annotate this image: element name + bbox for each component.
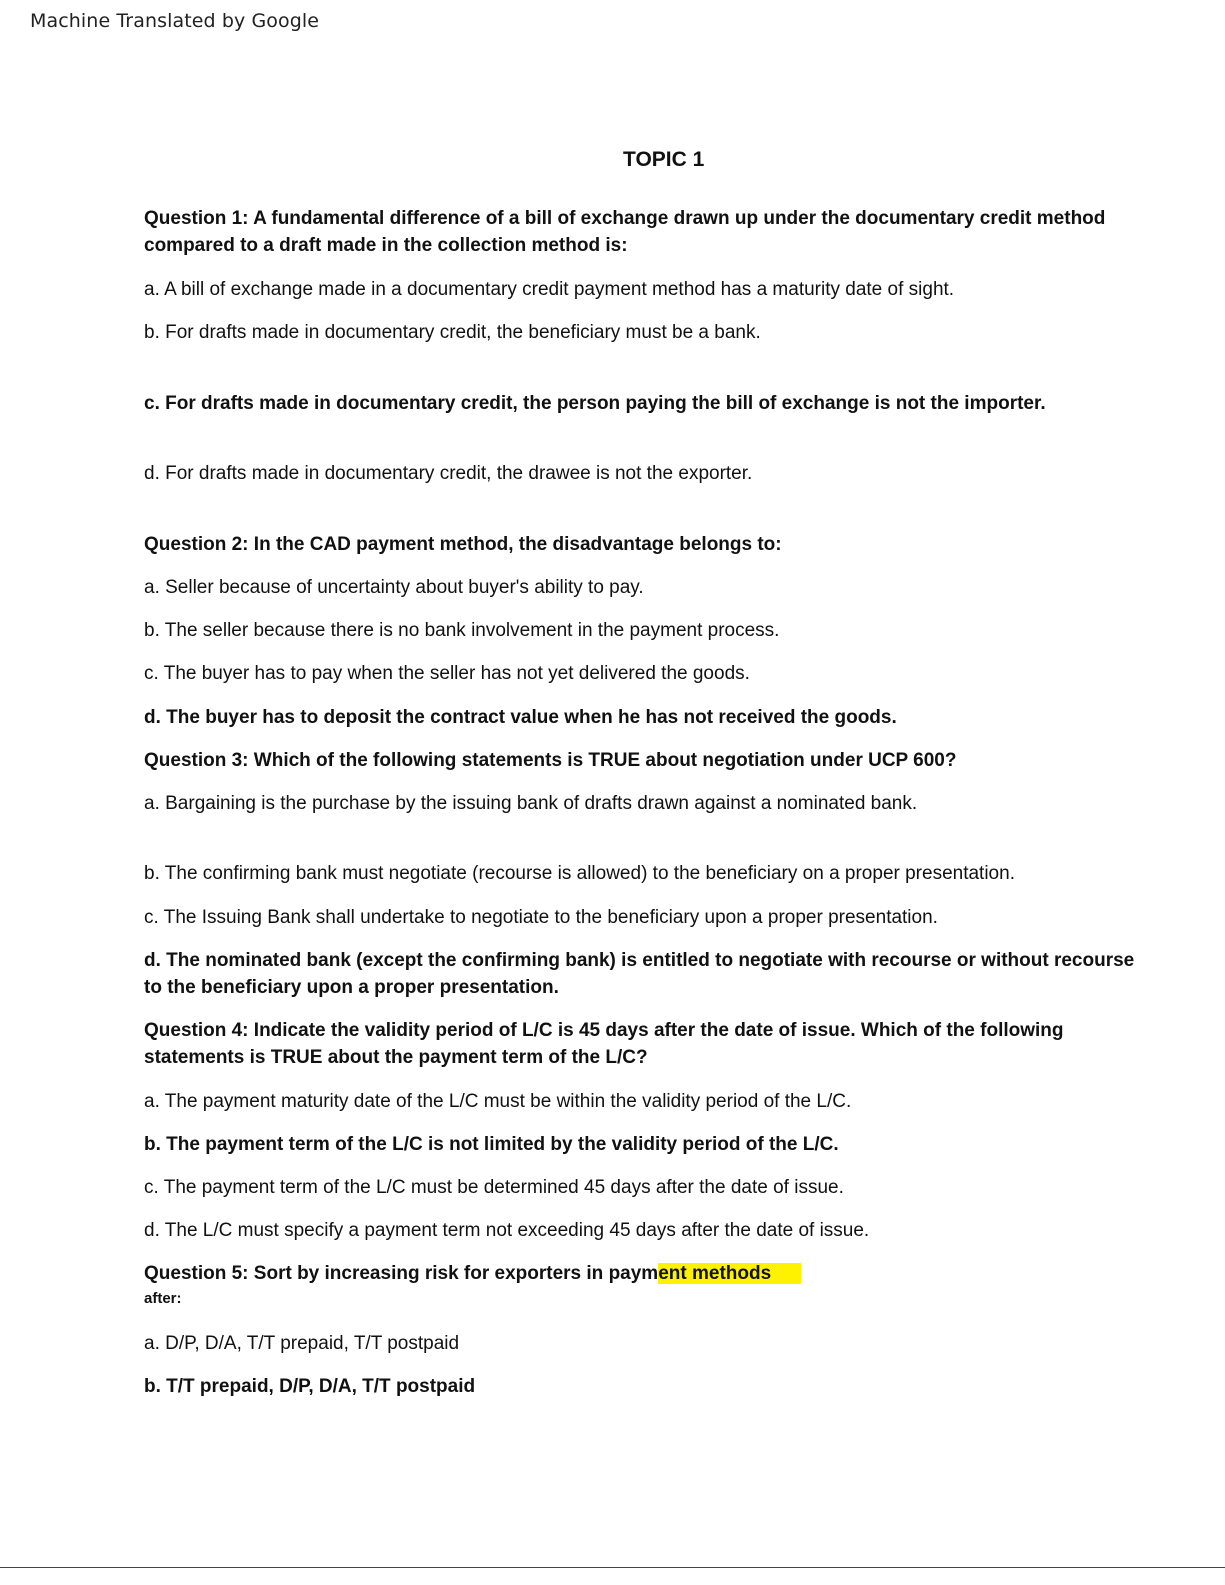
question-3-option-b: b. The confirming bank must negotiate (recourse is allowed) to the beneficiary on a proper presentation. bbox=[144, 863, 1015, 884]
question-2-option-d-answer: d. The buyer has to deposit the contract value when he has not received the goods. bbox=[144, 707, 897, 728]
topic-heading: TOPIC 1 bbox=[623, 148, 705, 171]
question-3-option-c: c. The Issuing Bank shall undertake to negotiate to the beneficiary upon a proper presentation. bbox=[144, 907, 938, 928]
question-2-option-c: c. The buyer has to pay when the seller has not yet delivered the goods. bbox=[144, 663, 750, 684]
question-3-option-a: a. Bargaining is the purchase by the issuing bank of drafts drawn against a nominated bank. bbox=[144, 793, 918, 814]
question-5-option-a: a. D/P, D/A, T/T prepaid, T/T postpaid bbox=[144, 1333, 460, 1354]
question-5-text-start: Question 5: Sort by increasing risk for exporters in paym bbox=[144, 1263, 659, 1284]
question-3-option-d-answer-line-2: to the beneficiary upon a proper presentation. bbox=[144, 977, 559, 998]
question-1-text-line-2: compared to a draft made in the collection method is: bbox=[144, 235, 628, 256]
highlighted-text: ent methods bbox=[658, 1263, 801, 1284]
question-3-text: Question 3: Which of the following statements is TRUE about negotiation under UCP 600? bbox=[144, 750, 957, 771]
question-4-text-line-1: Question 4: Indicate the validity period of L/C is 45 days after the date of issue. Which of the following bbox=[144, 1020, 1064, 1041]
question-1-text-line-1: Question 1: A fundamental difference of a bill of exchange drawn up under the documentary credit method bbox=[144, 208, 1106, 229]
question-5-text-line-1 bbox=[144, 1260, 801, 1287]
question-2-option-a: a. Seller because of uncertainty about buyer's ability to pay. bbox=[144, 577, 644, 598]
question-1-option-c-answer: c. For drafts made in documentary credit, the person paying the bill of exchange is not the importer. bbox=[144, 393, 1046, 414]
question-4-option-d: d. The L/C must specify a payment term not exceeding 45 days after the date of issue. bbox=[144, 1220, 870, 1241]
page-bottom-divider bbox=[0, 1567, 1225, 1568]
question-1-option-d: d. For drafts made in documentary credit, the drawee is not the exporter. bbox=[144, 463, 753, 484]
question-4-option-c: c. The payment term of the L/C must be determined 45 days after the date of issue. bbox=[144, 1177, 844, 1198]
question-2-text: Question 2: In the CAD payment method, the disadvantage belongs to: bbox=[144, 534, 782, 555]
question-5-option-b-answer: b. T/T prepaid, D/P, D/A, T/T postpaid bbox=[144, 1376, 476, 1397]
question-4-option-b-answer: b. The payment term of the L/C is not limited by the validity period of the L/C. bbox=[144, 1134, 839, 1155]
question-4-option-a: a. The payment maturity date of the L/C must be within the validity period of the L/C. bbox=[144, 1091, 852, 1112]
question-2-option-b: b. The seller because there is no bank involvement in the payment process. bbox=[144, 620, 780, 641]
machine-translation-banner: Machine Translated by Google bbox=[30, 10, 320, 32]
question-1-option-b: b. For drafts made in documentary credit, the beneficiary must be a bank. bbox=[144, 322, 761, 343]
question-3-option-d-answer-line-1: d. The nominated bank (except the confirming bank) is entitled to negotiate with recourse or without recourse bbox=[144, 950, 1135, 971]
question-4-text-line-2: statements is TRUE about the payment term of the L/C? bbox=[144, 1047, 648, 1068]
question-5-text-line-2: after: bbox=[144, 1290, 182, 1307]
question-1-option-a: a. A bill of exchange made in a documentary credit payment method has a maturity date of sight. bbox=[144, 279, 955, 300]
